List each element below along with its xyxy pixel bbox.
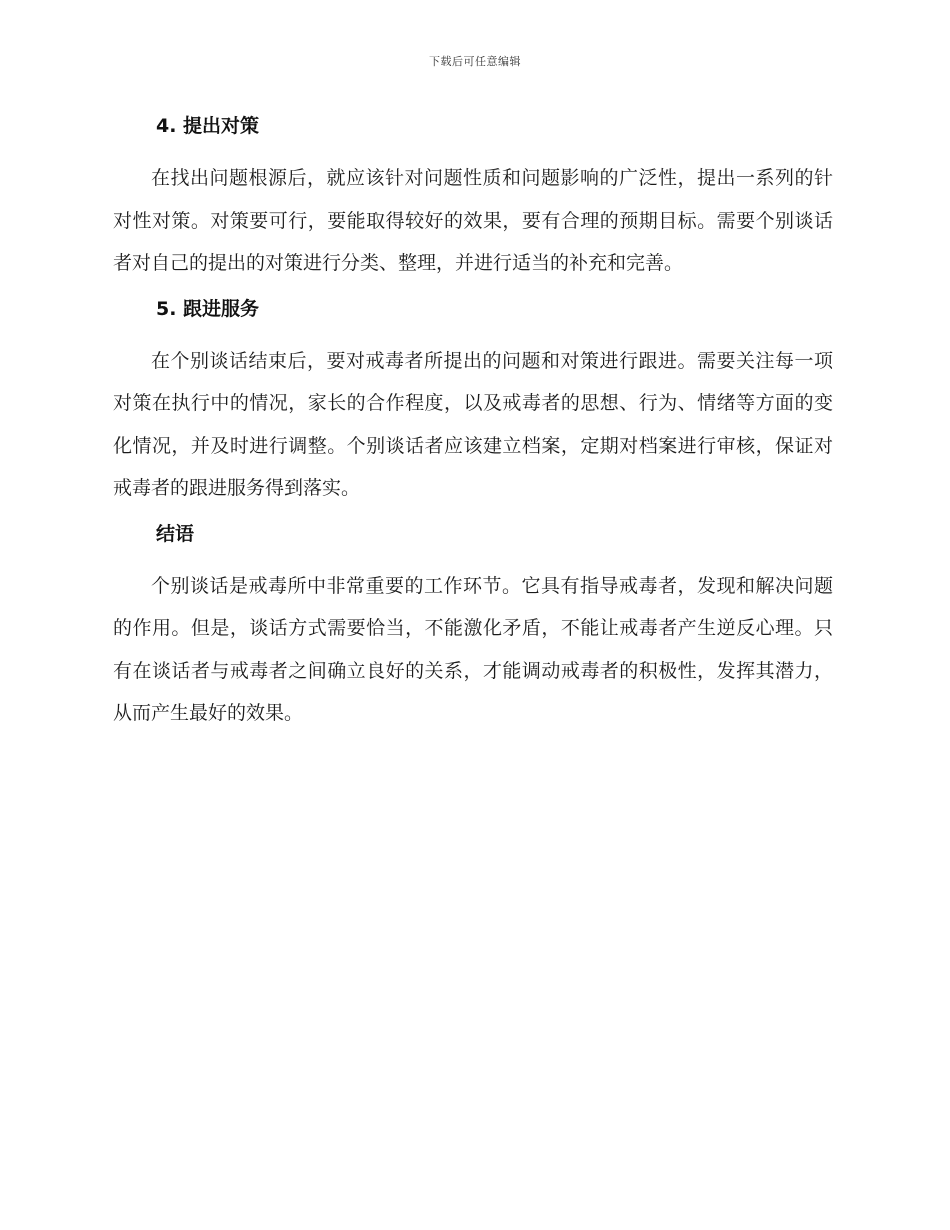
section-paragraph: 个别谈话是戒毒所中非常重要的工作环节。它具有指导戒毒者，发现和解决问题的作用。但是，谈话方式需要恰当，不能激化矛盾，不能让戒毒者产生逆反心理。只有在谈话者与戒毒者之间确立良好的关系，才能调动戒毒者的积极性，发挥其潜力，从而产生最好的效果。 <box>113 574 833 724</box>
section-heading: 结语 <box>156 522 195 545</box>
section-paragraph: 在找出问题根源后，就应该针对问题性质和问题影响的广泛性，提出一系列的针对性对策。对策要可行，要能取得较好的效果，要有合理的预期目标。需要个别谈话者对自己的提出的对策进行分类、整理，并进行适当的补充和完善。 <box>113 167 833 274</box>
section-heading: 5. 跟进服务 <box>156 297 260 320</box>
page-header-note: 下载后可任意编辑 <box>429 55 521 68</box>
section-conclusion <box>113 520 833 735</box>
document-body <box>113 112 833 745</box>
section-propose-countermeasures <box>113 112 833 285</box>
section-paragraph: 在个别谈话结束后，要对戒毒者所提出的问题和对策进行跟进。需要关注每一项对策在执行中的情况，家长的合作程度，以及戒毒者的思想、行为、情绪等方面的变化情况，并及时进行调整。个别谈话者应该建立档案，定期对档案进行审核，保证对戒毒者的跟进服务得到落实。 <box>113 349 833 499</box>
section-follow-up-service <box>113 295 833 510</box>
section-heading: 4. 提出对策 <box>156 115 260 137</box>
